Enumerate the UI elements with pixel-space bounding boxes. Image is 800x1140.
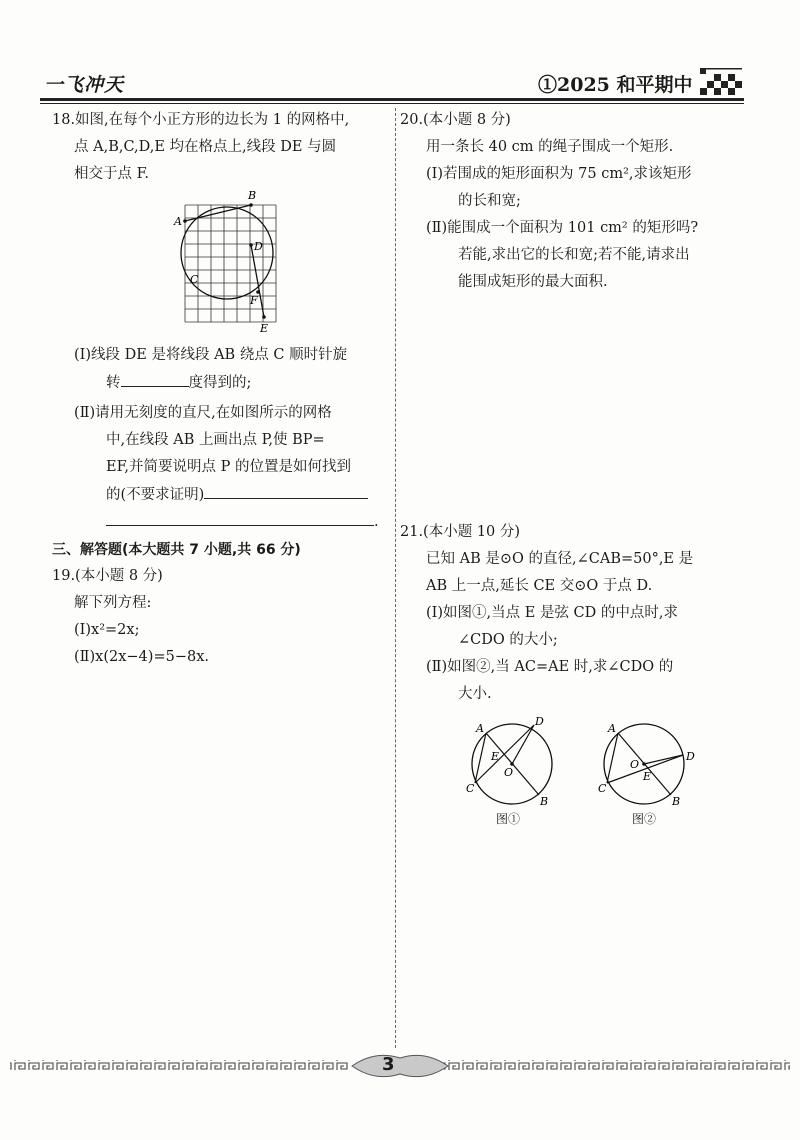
fig1-label-O: O xyxy=(504,766,514,779)
q18-part2-tail: 的(不要求证明) xyxy=(106,487,205,503)
q18-part2-line2: 中,在线段 AB 上画出点 P,使 BP= xyxy=(106,432,325,448)
column-divider xyxy=(395,108,396,1048)
q18-part1-line1: (Ⅰ)线段 DE 是将线段 AB 绕点 C 顺时针旋 xyxy=(74,347,348,363)
q21-part1-line2: ∠CDO 的大小; xyxy=(458,632,558,648)
q18-line1: 18.如图,在每个小正方形的边长为 1 的网格中, xyxy=(52,112,350,128)
q18-part2-line3: EF,并简要说明点 P 的位置是如何找到 xyxy=(106,459,351,475)
q18-grid-figure xyxy=(170,186,300,336)
brand-logo-text: 一飞冲天 xyxy=(44,74,125,96)
fig2-label-A: A xyxy=(608,722,616,735)
fig2-label-O: O xyxy=(630,758,640,771)
fig1-caption: 图① xyxy=(496,812,521,826)
fig1-label-A: A xyxy=(476,722,484,735)
q18-label-C: C xyxy=(190,273,199,286)
q19-intro: 解下列方程: xyxy=(74,595,152,611)
footer-decoration xyxy=(0,1052,800,1082)
q20-line1: 用一条长 40 cm 的绳子围成一个矩形. xyxy=(426,139,674,155)
q19-title: 19.(本小题 8 分) xyxy=(52,568,163,584)
answer-blank-explain2[interactable] xyxy=(106,511,374,526)
q20-part1-line1: (Ⅰ)若围成的矩形面积为 75 cm²,求该矩形 xyxy=(426,166,692,182)
fig2-label-D: D xyxy=(686,750,695,763)
header-rule xyxy=(40,98,744,101)
answer-blank-explain1[interactable] xyxy=(204,484,368,499)
fig2-label-E: E xyxy=(643,770,652,783)
q21-title: 21.(本小题 10 分) xyxy=(400,524,521,540)
q18-part1-suffix: 度得到的; xyxy=(188,375,252,391)
q18-part1-prefix: 转 xyxy=(106,375,121,391)
q21-part1-line1: (Ⅰ)如图①,当点 E 是弦 CD 的中点时,求 xyxy=(426,605,679,621)
header-rule-thin xyxy=(40,103,744,104)
q18-label-B: B xyxy=(248,189,257,202)
q20-part1-line2: 的长和宽; xyxy=(458,193,521,209)
q18-part1-line2 xyxy=(106,372,251,393)
q18-part2-line4 xyxy=(106,484,368,505)
fig1-label-B: B xyxy=(540,795,549,808)
q20-part2-line1: (Ⅱ)能围成一个面积为 101 cm² 的矩形吗? xyxy=(426,220,699,236)
fig1-label-D: D xyxy=(535,715,544,728)
answer-blank-angle[interactable] xyxy=(121,372,189,387)
q19-part1: (Ⅰ)x²=2x; xyxy=(74,622,140,638)
q21-figure2 xyxy=(598,712,702,812)
q19-part2: (Ⅱ)x(2x−4)=5−8x. xyxy=(74,649,209,665)
exam-title: ①2025 和平期中 xyxy=(538,74,693,96)
q21-part2-line2: 大小. xyxy=(458,686,492,702)
fig1-label-E: E xyxy=(491,750,500,763)
q20-part2-line3: 能围成矩形的最大面积. xyxy=(458,274,608,290)
q21-figure1 xyxy=(462,712,562,812)
q21-line2: AB 上一点,延长 CE 交⊙O 于点 D. xyxy=(426,578,653,594)
page-number: 3 xyxy=(382,1054,395,1075)
section-title: 三、解答题(本大题共 7 小题,共 66 分) xyxy=(52,542,301,558)
q18-answer-line2: . xyxy=(106,511,379,532)
fig2-caption: 图② xyxy=(632,812,657,826)
fig1-label-C: C xyxy=(466,782,475,795)
q21-line1: 已知 AB 是⊙O 的直径,∠CAB=50°,E 是 xyxy=(426,551,694,567)
q18-label-A: A xyxy=(174,215,182,228)
checker-decoration-icon xyxy=(698,66,744,96)
q21-part2-line1: (Ⅱ)如图②,当 AC=AE 时,求∠CDO 的 xyxy=(426,659,674,675)
q20-title: 20.(本小题 8 分) xyxy=(400,112,511,128)
fig2-label-C: C xyxy=(598,782,607,795)
q20-part2-line2: 若能,求出它的长和宽;若不能,请求出 xyxy=(458,247,690,263)
q18-line2: 点 A,B,C,D,E 均在格点上,线段 DE 与圆 xyxy=(74,139,337,155)
q18-label-E: E xyxy=(260,322,269,335)
q18-label-D: D xyxy=(254,240,263,253)
fig2-label-B: B xyxy=(672,795,681,808)
q18-part2-line1: (Ⅱ)请用无刻度的直尺,在如图所示的网格 xyxy=(74,405,332,421)
q18-line3: 相交于点 F. xyxy=(74,166,150,182)
q18-label-F: F xyxy=(250,294,258,307)
